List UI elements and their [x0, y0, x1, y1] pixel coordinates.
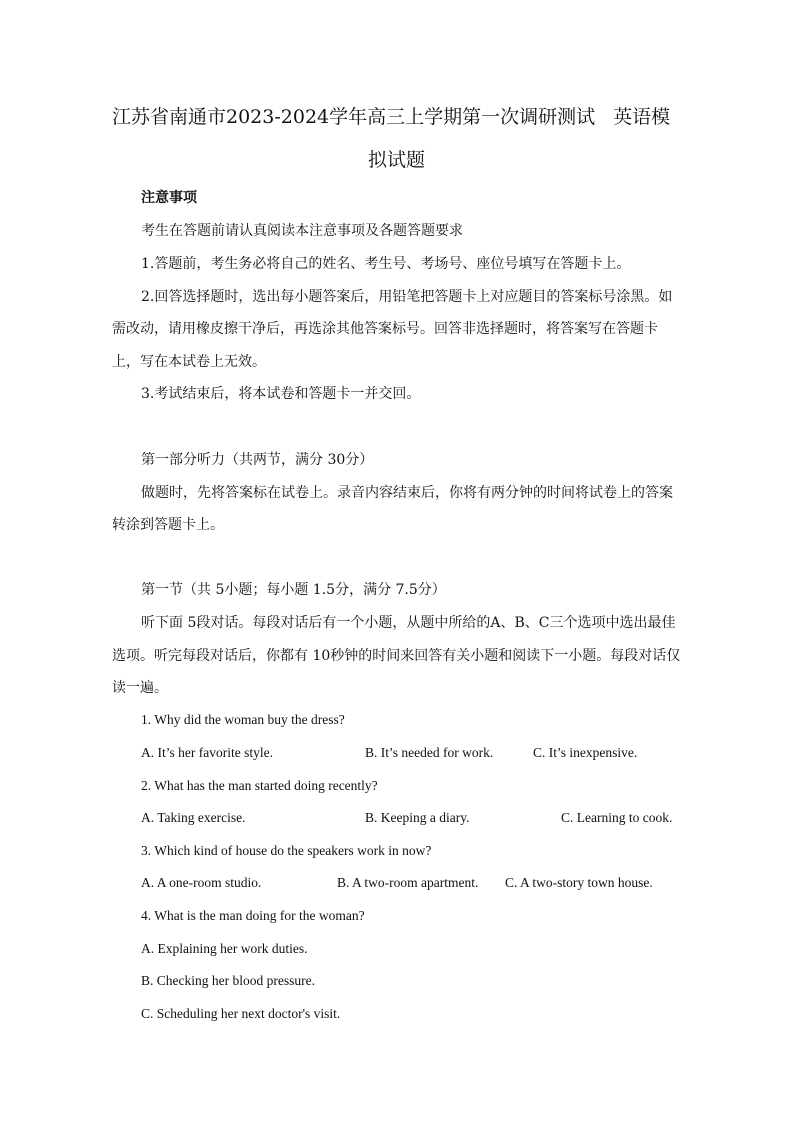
- question-3-option-b: B. A two-room apartment.: [337, 875, 479, 890]
- question-2-option-a: A. Taking exercise.: [141, 810, 246, 825]
- question-3-stem: 3. Which kind of house do the speakers work in now?: [141, 843, 432, 858]
- notice-heading: 注意事项: [141, 190, 197, 206]
- page-title: [112, 106, 682, 128]
- section1-desc-line-1: 听下面 5段对话。每段对话后有一个小题，从题中所给的A、B、C三个选项中选出最佳: [141, 615, 676, 631]
- notice-item-3: 3.考试结束后，将本试卷和答题卡一并交回。: [141, 386, 421, 402]
- notice-intro: 考生在答题前请认真阅读本注意事项及各题答题要求: [141, 223, 463, 239]
- question-2-option-c: C. Learning to cook.: [561, 810, 673, 825]
- question-4-option-a: A. Explaining her work duties.: [141, 941, 308, 956]
- question-4-option-c: C. Scheduling her next doctor's visit.: [141, 1006, 341, 1021]
- question-1-option-c: C. It’s inexpensive.: [533, 745, 638, 760]
- question-1-option-b: B. It’s needed for work.: [365, 745, 494, 760]
- section1-desc-line-3: 读一遍。: [112, 680, 168, 696]
- question-3-option-a: A. A one-room studio.: [141, 875, 262, 890]
- notice-item-2-line-2: 需改动，请用橡皮擦干净后，再选涂其他答案标号。回答非选择题时，将答案写在答题卡: [112, 321, 658, 337]
- title-tail: 英语模: [613, 106, 671, 128]
- question-2-stem: 2. What has the man started doing recently?: [141, 778, 378, 793]
- question-3-option-c: C. A two-story town house.: [505, 875, 653, 890]
- notice-item-2-line-3: 上，写在本试卷上无效。: [112, 354, 266, 370]
- question-1-option-a: A. It’s her favorite style.: [141, 745, 273, 760]
- title-main: 江苏省南通市2023-2024学年高三上学期第一次调研测试: [112, 106, 596, 128]
- part1-heading: 第一部分听力（共两节，满分 30分）: [141, 452, 374, 468]
- section1-desc-line-2: 选项。听完每段对话后，你都有 10秒钟的时间来回答有关小题和阅读下一小题。每段对话仅: [112, 648, 681, 664]
- question-1-stem: 1. Why did the woman buy the dress?: [141, 712, 345, 727]
- notice-item-1: 1.答题前，考生务必将自己的姓名、考生号、考场号、座位号填写在答题卡上。: [141, 256, 631, 272]
- part1-desc-line-2: 转涂到答题卡上。: [112, 517, 224, 533]
- question-4-stem: 4. What is the man doing for the woman?: [141, 908, 365, 923]
- part1-desc-line-1: 做题时，先将答案标在试卷上。录音内容结束后，你将有两分钟的时间将试卷上的答案: [141, 485, 673, 501]
- section1-heading: 第一节（共 5小题；每小题 1.5分，满分 7.5分）: [141, 582, 446, 598]
- page-title-continued: 拟试题: [368, 149, 426, 171]
- question-4-option-b: B. Checking her blood pressure.: [141, 973, 315, 988]
- notice-item-2-line-1: 2.回答选择题时，选出每小题答案后，用铅笔把答题卡上对应题目的答案标号涂黑。如: [141, 289, 673, 305]
- question-2-option-b: B. Keeping a diary.: [365, 810, 470, 825]
